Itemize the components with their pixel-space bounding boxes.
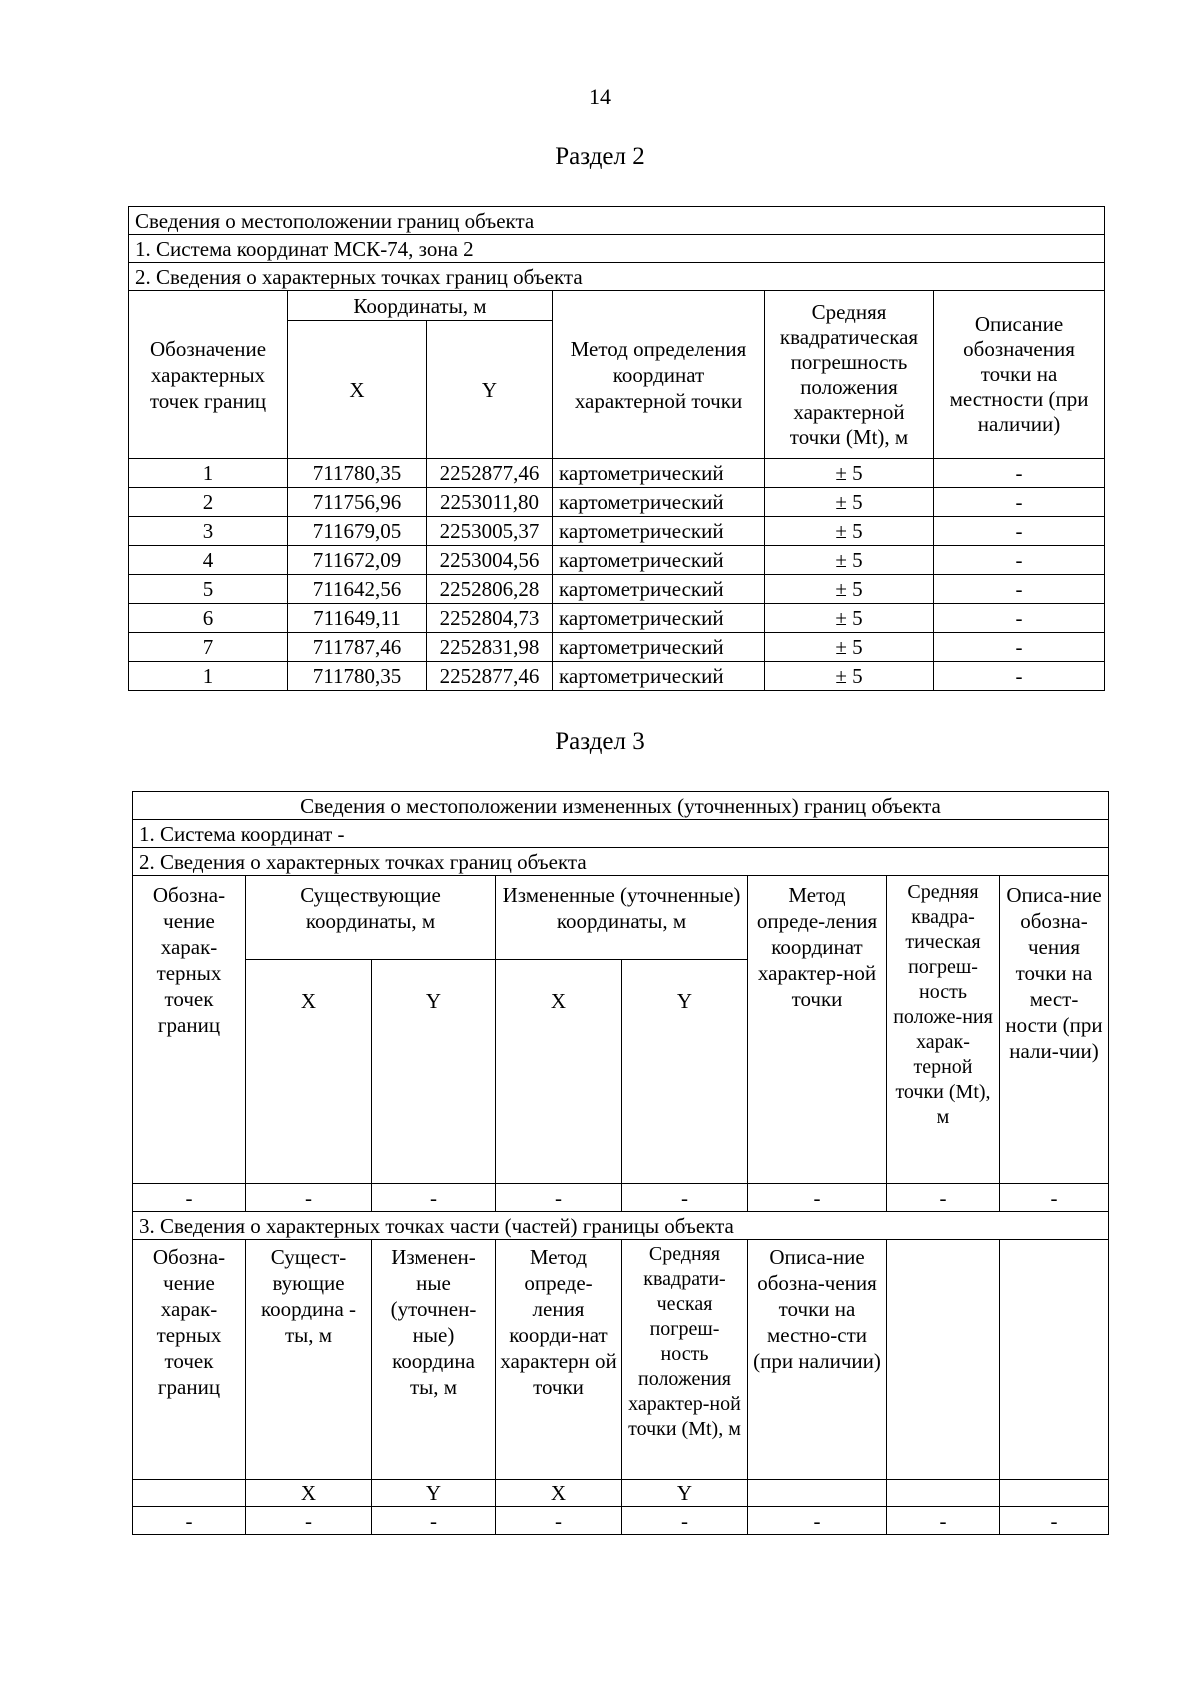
cell-accuracy: ± 5 [765,546,934,575]
section-3-table [132,791,1109,1535]
s3-points-cell: - [246,1184,372,1212]
s3-part-xy-cell [748,1480,887,1507]
cell-coord-x: 711672,09 [288,546,427,575]
cell-coord-y: 2253005,37 [427,517,553,546]
s3-part-x2: X [496,1480,622,1507]
s3-part-cell: - [887,1507,1000,1535]
s3-part-col-accuracy: Средняя квадрати-ческая погреш-ность положения характер-ной точки (Mt), м [622,1240,748,1480]
s3-part-y2: Y [622,1480,748,1507]
cell-accuracy: ± 5 [765,633,934,662]
s2-col-y: Y [427,321,553,459]
cell-method: картометрический [553,517,765,546]
s3-part-xy-cell [887,1480,1000,1507]
s3-points-cell: - [372,1184,496,1212]
table-row [129,517,1105,546]
cell-description: - [934,488,1105,517]
s3-col-designation: Обозна-чение харак-терных точек границ [133,876,246,1184]
cell-description: - [934,662,1105,691]
s3-points-cell: - [887,1184,1000,1212]
cell-coord-y: 2252877,46 [427,662,553,691]
s2-header: Сведения о местоположении границ объекта [129,207,1105,235]
s3-part-cell: - [246,1507,372,1535]
cell-point-number: 1 [129,662,288,691]
cell-accuracy: ± 5 [765,488,934,517]
s3-col-changed: Измененные (уточненные) координаты, м [496,876,748,960]
cell-coord-x: 711679,05 [288,517,427,546]
table-row [129,575,1105,604]
cell-accuracy: ± 5 [765,604,934,633]
cell-point-number: 5 [129,575,288,604]
s3-points-cell: - [748,1184,887,1212]
cell-coord-x: 711780,35 [288,459,427,488]
s2-rows [129,459,1105,691]
s3-existing-x: X [246,960,372,1184]
cell-description: - [934,517,1105,546]
cell-coord-y: 2253011,80 [427,488,553,517]
s3-part-empty-cell [887,1240,1000,1480]
s3-changed-x: X [496,960,622,1184]
cell-coord-y: 2252804,73 [427,604,553,633]
table-row [129,459,1105,488]
cell-coord-x: 711780,35 [288,662,427,691]
s3-points-title: 2. Сведения о характерных точках границ объекта [133,848,1109,876]
cell-accuracy: ± 5 [765,459,934,488]
cell-coord-x: 711642,56 [288,575,427,604]
s3-points-cell: - [622,1184,748,1212]
s3-part-col-changed: Изменен-ные (уточнен-ные) координа ты, м [372,1240,496,1480]
cell-description: - [934,575,1105,604]
s3-existing-y: Y [372,960,496,1184]
s3-part-title: 3. Сведения о характерных точках части (частей) границы объекта [133,1212,1109,1240]
s3-points-cell: - [133,1184,246,1212]
cell-method: картометрический [553,575,765,604]
cell-description: - [934,459,1105,488]
cell-point-number: 2 [129,488,288,517]
table-row [129,604,1105,633]
table-row [129,546,1105,575]
s3-part-cell: - [748,1507,887,1535]
table-row [129,488,1105,517]
s3-part-cell: - [622,1507,748,1535]
cell-accuracy: ± 5 [765,575,934,604]
s2-col-x: X [288,321,427,459]
cell-point-number: 6 [129,604,288,633]
cell-coord-x: 711756,96 [288,488,427,517]
table-row [129,633,1105,662]
s3-part-col-existing: Сущест-вующие координа - ты, м [246,1240,372,1480]
cell-description: - [934,604,1105,633]
s2-coordinate-system: 1. Система координат МСК-74, зона 2 [129,235,1105,263]
s2-col-method: Метод определения координат характерной точки [553,291,765,459]
cell-accuracy: ± 5 [765,662,934,691]
s3-part-cell: - [1000,1507,1109,1535]
s3-part-col-description: Описа-ние обозна-чения точки на местно-сти (при наличии) [748,1240,887,1480]
cell-point-number: 4 [129,546,288,575]
s3-part-x: X [246,1480,372,1507]
s3-part-cell: - [372,1507,496,1535]
cell-method: картометрический [553,488,765,517]
cell-method: картометрический [553,546,765,575]
s2-col-coords: Координаты, м [288,291,553,321]
s3-part-cell: - [496,1507,622,1535]
s3-coordinate-system: 1. Система координат - [133,820,1109,848]
s3-points-cell: - [496,1184,622,1212]
s2-col-description: Описание обозначения точки на местности (при наличии) [934,291,1105,459]
table-row [129,662,1105,691]
s3-part-empty-cell [1000,1240,1109,1480]
s3-part-col-method: Метод опреде-ления коорди-нат характерн ой точки [496,1240,622,1480]
cell-coord-y: 2252831,98 [427,633,553,662]
s2-col-accuracy: Средняя квадратическая погрешность положения характерной точки (Mt), м [765,291,934,459]
section-3-title: Раздел 3 [555,728,645,755]
s3-header: Сведения о местоположении измененных (уточненных) границ объекта [133,792,1109,820]
s3-part-xy-cell [1000,1480,1109,1507]
s3-col-existing: Существующие координаты, м [246,876,496,960]
cell-accuracy: ± 5 [765,517,934,546]
s2-points-title: 2. Сведения о характерных точках границ объекта [129,263,1105,291]
cell-description: - [934,546,1105,575]
cell-description: - [934,633,1105,662]
s2-col-designation: Обозначение характерных точек границ [129,291,288,459]
s3-part-cell: - [133,1507,246,1535]
section-2-table [128,206,1105,691]
s3-part-y: Y [372,1480,496,1507]
cell-coord-y: 2253004,56 [427,546,553,575]
s3-col-method: Метод опреде-ления координат характер-ной точки [748,876,887,1184]
s3-col-accuracy: Средняя квадра-тическая погреш-ность положе-ния харак-терной точки (Mt), м [887,876,1000,1184]
page-number: 14 [589,84,611,109]
cell-coord-x: 711787,46 [288,633,427,662]
cell-point-number: 3 [129,517,288,546]
section-2-title: Раздел 2 [555,143,645,170]
cell-coord-y: 2252806,28 [427,575,553,604]
cell-coord-x: 711649,11 [288,604,427,633]
cell-method: картометрический [553,633,765,662]
s3-part-col-designation: Обозна-чение харак-терных точек границ [133,1240,246,1480]
cell-method: картометрический [553,662,765,691]
cell-method: картометрический [553,604,765,633]
s3-part-xy-cell [133,1480,246,1507]
cell-point-number: 1 [129,459,288,488]
s3-col-description: Описа-ние обозна-чения точки на мест-ности (при нали-чии) [1000,876,1109,1184]
cell-point-number: 7 [129,633,288,662]
cell-coord-y: 2252877,46 [427,459,553,488]
s3-changed-y: Y [622,960,748,1184]
s3-points-cell: - [1000,1184,1109,1212]
cell-method: картометрический [553,459,765,488]
